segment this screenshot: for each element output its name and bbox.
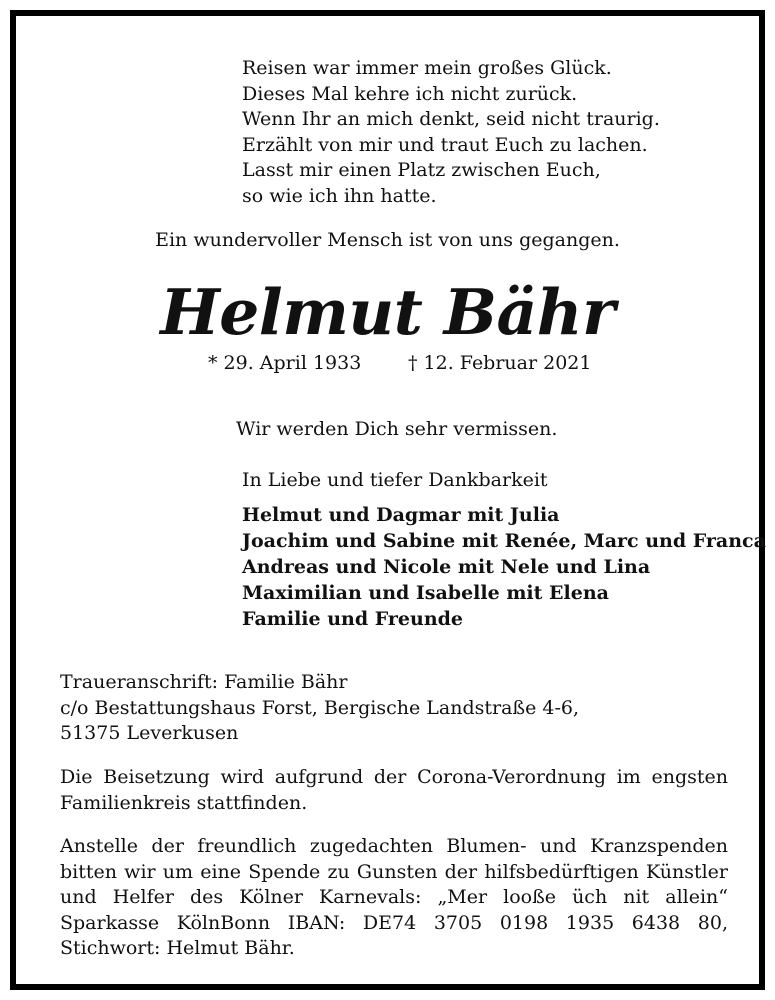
poem-line: Wenn Ihr an mich denkt, seid nicht traurig. bbox=[242, 108, 660, 130]
deceased-name: Helmut Bähr bbox=[160, 275, 615, 349]
mourner-line: Joachim und Sabine mit Renée, Marc und Franca bbox=[242, 530, 766, 552]
obituary-frame bbox=[10, 10, 765, 990]
poem-line: Dieses Mal kehre ich nicht zurück. bbox=[242, 82, 578, 105]
mourner-line: Familie und Freunde bbox=[242, 608, 464, 630]
address-line: c/o Bestattungshaus Forst, Bergische Landstraße 4-6, bbox=[60, 696, 580, 719]
poem-line: so wie ich ihn hatte. bbox=[242, 184, 437, 207]
miss-text: Wir werden Dich sehr vermissen. bbox=[236, 418, 558, 440]
donation-note: Anstelle der freundlich zugedachten Blumen- und Kranzspenden bitten wir um eine Spende zu Gunsten der hilfsbedürftigen Künstler und Helfer des Kölner Karnevals: „Mer looße üch nit allein“ Sparkasse KölnBonn IBAN: DE74 3705 0198 1935 6438 80, Stichwort: Helmut Bähr. bbox=[60, 835, 728, 959]
death-date: † 12. Februar 2021 bbox=[408, 352, 592, 374]
mourning-address bbox=[60, 670, 579, 747]
poem-line: Reisen war immer mein großes Glück. bbox=[242, 57, 612, 79]
poem bbox=[242, 56, 660, 209]
poem-line: Lasst mir einen Platz zwischen Euch, bbox=[242, 159, 601, 181]
birth-date: * 29. April 1933 bbox=[208, 352, 362, 374]
intro-line: Ein wundervoller Mensch ist von uns gegangen. bbox=[155, 229, 620, 251]
poem-line: Erzählt von mir und traut Euch zu lachen. bbox=[242, 133, 648, 156]
mourners-list bbox=[242, 502, 766, 632]
mourner-line: Helmut und Dagmar mit Julia bbox=[242, 504, 560, 526]
mourner-line: Maximilian und Isabelle mit Elena bbox=[242, 582, 609, 604]
mourner-line: Andreas und Nicole mit Nele und Lina bbox=[242, 556, 651, 578]
thanks-line: In Liebe und tiefer Dankbarkeit bbox=[242, 469, 548, 491]
address-line: 51375 Leverkusen bbox=[60, 722, 239, 744]
address-line: Traueranschrift: Familie Bähr bbox=[60, 671, 348, 693]
burial-note: Die Beisetzung wird aufgrund der Corona-Verordnung im engsten Familienkreis stattfinden. bbox=[60, 766, 728, 814]
